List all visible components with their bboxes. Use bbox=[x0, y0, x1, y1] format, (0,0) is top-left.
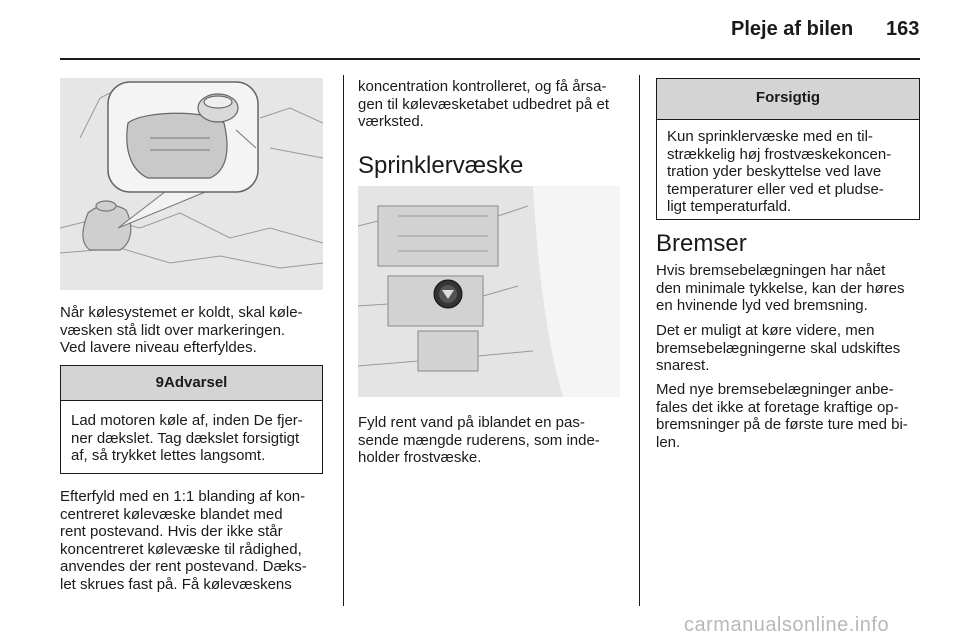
site-watermark: carmanualsonline.info bbox=[684, 614, 890, 636]
coolant-reservoir-illustration bbox=[60, 78, 323, 290]
warning-text: Lad motoren køle af, inden De fjer- ner dækslet. Tag dækslet forsigtigt af, så trykket lettes langsomt. bbox=[71, 412, 303, 464]
refill-paragraph: Efterfyld med en 1:1 blanding af kon- centreret kølevæske blandet med rent postevand. Hvis der ikke står koncentreret kølevæske til rådighed, anvendes der rent postevand. Dæks- let skrues fast på. Få kølevæskens bbox=[60, 488, 307, 593]
column-divider-1 bbox=[343, 75, 344, 606]
washer-reservoir-illustration bbox=[358, 186, 620, 397]
caution-title: Forsigtig bbox=[657, 79, 919, 120]
coolant-level-paragraph: Når kølesystemet er koldt, skal køle- væsken stå lidt over markeringen. Ved lavere niveau efterfyldes. bbox=[60, 304, 303, 356]
header-divider bbox=[60, 58, 920, 60]
washer-fluid-paragraph: Fyld rent vand på iblandet en pas- sende mængde ruderens, som inde- holder frostvæske. bbox=[358, 414, 600, 466]
column-divider-2 bbox=[639, 75, 640, 606]
page-number: 163 bbox=[886, 18, 920, 40]
brakes-heading: Bremser bbox=[656, 230, 747, 257]
caution-text: Kun sprinklervæske med en til- strækkelig høj frostvæskekoncen- tration yder beskyttelse ved lave temperaturer eller ved et pludse- ligt temperaturfald. bbox=[667, 128, 892, 215]
brakes-paragraph-2: Det er muligt at køre videre, men bremsebelægningerne skal udskiftes snarest. bbox=[656, 322, 901, 374]
warning-triangle-icon: 9 bbox=[155, 374, 164, 391]
warning-title: Advarsel bbox=[163, 374, 228, 391]
warning-box bbox=[60, 365, 323, 474]
warning-header bbox=[61, 366, 322, 401]
page-title: Pleje af bilen bbox=[731, 18, 854, 40]
washer-fluid-heading: Sprinklervæske bbox=[358, 152, 524, 179]
brakes-paragraph-3: Med nye bremsebelægninger anbe- fales det ikke at foretage kraftige op- bremsninger på de første ture med bi- len. bbox=[656, 381, 908, 451]
brakes-paragraph-1: Hvis bremsebelægningen har nået den minimale tykkelse, kan der høres en hvinende lyd ved bremsning. bbox=[656, 262, 905, 314]
coolant-continued-paragraph: koncentration kontrolleret, og få årsa- gen til kølevæsketabet udbedret på et værksted. bbox=[358, 78, 609, 130]
caution-box bbox=[656, 78, 920, 220]
